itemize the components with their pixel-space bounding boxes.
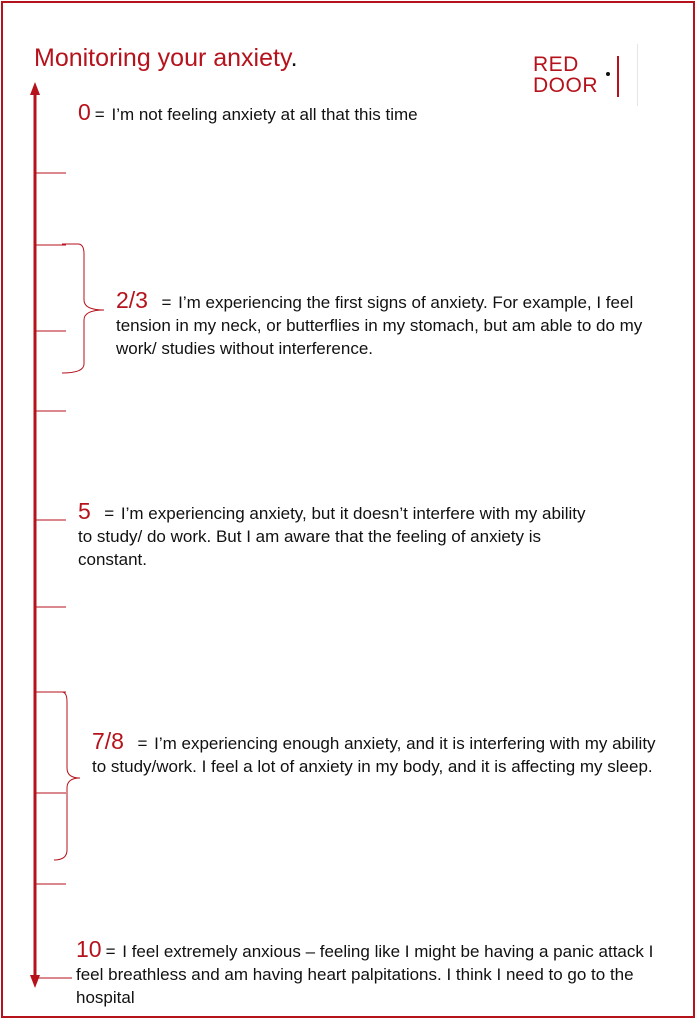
scale-description: I’m experiencing the first signs of anxiety. For example, I feel tension in my neck, or butterflies in my stomach, but am able to do my work/ studies without interference. [116, 293, 643, 358]
page-title-text: Monitoring your anxiety [34, 44, 291, 72]
scale-description: I feel extremely anxious – feeling like I might be having a panic attack I feel breathless and am having heart palpitations. I think I need to go to the hospital [76, 942, 654, 1007]
scale-level: 10 [76, 936, 102, 962]
scale-level: 0 [78, 99, 91, 125]
scale-arrow-down-icon [30, 975, 40, 988]
scale-arrow-up-icon [30, 82, 40, 95]
scale-level: 2/3 [116, 287, 148, 313]
bracket-2-3 [62, 244, 104, 373]
logo-line-2: DOOR [533, 74, 598, 97]
bracket-7-8 [54, 692, 80, 860]
scale-ticks [35, 173, 72, 978]
scale-entry-7-8 [92, 730, 662, 778]
equals-sign: = [105, 942, 116, 961]
scale-description: I’m experiencing enough anxiety, and it is interfering with my ability to study/work. I feel a lot of anxiety in my body, and it is affecting my sleep. [92, 734, 656, 776]
equals-sign: = [137, 734, 148, 753]
page-title-period: . [290, 44, 298, 72]
logo-line-1: RED [533, 53, 579, 76]
scale-entry-2-3 [116, 289, 676, 360]
equals-sign: = [161, 293, 172, 312]
scale-description: I’m experiencing anxiety, but it doesn’t interfere with my ability to study/ do work. But I am aware that the feeling of anxiety is constant. [78, 504, 586, 569]
scale-entry-10 [76, 938, 676, 1009]
equals-sign: = [94, 105, 105, 124]
equals-sign: = [104, 504, 115, 523]
scale-description: I’m not feeling anxiety at all that this time [111, 105, 418, 124]
scale-entry-5 [78, 500, 598, 571]
scale-level: 5 [78, 498, 91, 524]
scale-level: 7/8 [92, 728, 124, 754]
scale-entry-0 [78, 101, 598, 126]
